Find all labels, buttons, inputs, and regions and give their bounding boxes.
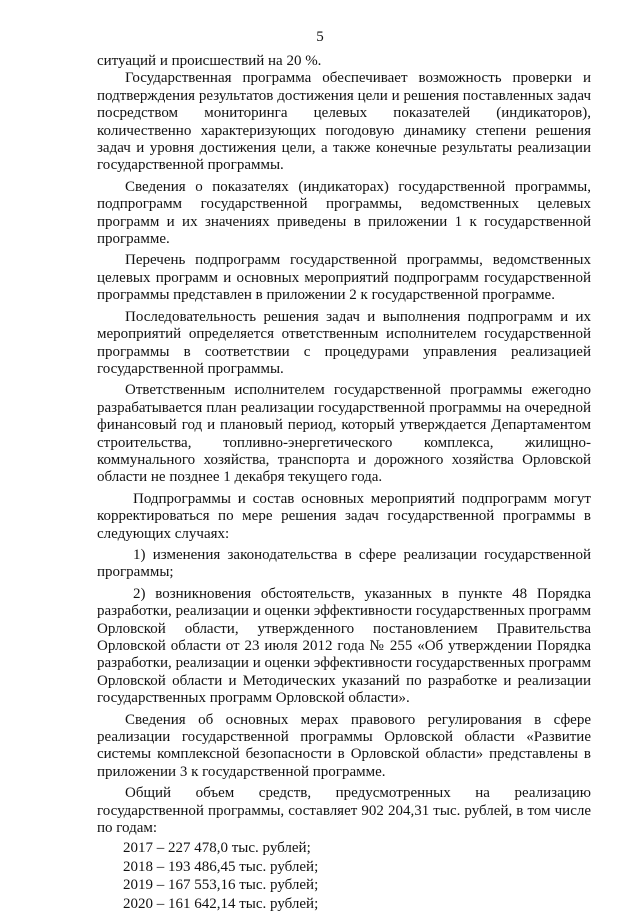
- list-item: 1) изменения законодательства в сфере реализации государственной программы;: [97, 546, 591, 581]
- paragraph: Ответственным исполнителем государственной программы ежегодно разрабатывается план реализации государственной программы на очередной финансовый год и плановый период, который утверждается Департаментом строительства, топливно-энергетического комплекса, жилищно-коммунального хозяйства, транспорта и дорожного хозяйства Орловской области не позднее 1 декабря текущего года.: [97, 382, 591, 486]
- funding-year-item: 2019 – 167 553,16 тыс. рублей;: [123, 877, 319, 894]
- page-number: 5: [316, 29, 324, 45]
- paragraph: Общий объем средств, предусмотренных на реализацию государственной программы, составляет 902 204,31 тыс. рублей, в том числе по годам:: [97, 785, 591, 837]
- funding-list: [97, 839, 591, 913]
- paragraph: Государственная программа обеспечивает возможность проверки и подтверждения результатов достижения цели и решения поставленных задач посредством мониторинга целевых показателей (индикаторов), количественно характеризующих погодовую динамику степени решения задач и уровня достижения цели, а также конечные результаты реализации государственной программы.: [97, 70, 591, 174]
- funding-year-item: 2018 – 193 486,45 тыс. рублей;: [123, 858, 319, 875]
- paragraph: Сведения о показателях (индикаторах) государственной программы, подпрограмм государственной программы, ведомственных целевых программ и их значениях приведены в приложении 1 к государственной программе.: [97, 178, 591, 248]
- funding-year-item: 2017 – 227 478,0 тыс. рублей;: [123, 840, 311, 857]
- funding-year-item: 2020 – 161 642,14 тыс. рублей;: [123, 895, 319, 912]
- paragraph: ситуаций и происшествий на 20 %.: [97, 53, 322, 69]
- paragraph: Подпрограммы и состав основных мероприятий подпрограмм могут корректироваться по мере решения задач государственной программы в следующих случаях:: [97, 490, 591, 542]
- paragraph: Последовательность решения задач и выполнения подпрограмм и их мероприятий определяется ответственным исполнителем государственной программы в соответствии с процедурами управления реализацией государственной программы.: [97, 308, 591, 377]
- paragraph: Сведения об основных мерах правового регулирования в сфере реализации государственной программы Орловской области «Развитие системы комплексной безопасности в Орловской области» представлены в приложении 3 к государственной программе.: [97, 711, 591, 780]
- document-body: [97, 53, 591, 913]
- list-item: 2) возникновения обстоятельств, указанных в пункте 48 Порядка разработки, реализации и оценки эффективности государственных программ Орловской области, утвержденного постановлением Правительства Орловской области от 23 июля 2012 года № 255 «Об утверждении Порядка разработки, реализации и оценки эффективности государственных программ Орловской области и Методических указаний по разработке и реализации государственных программ Орловской области».: [97, 585, 591, 707]
- paragraph: Перечень подпрограмм государственной программы, ведомственных целевых программ и основных мероприятий подпрограмм государственной программы представлен в приложении 2 к государственной программе.: [97, 252, 591, 304]
